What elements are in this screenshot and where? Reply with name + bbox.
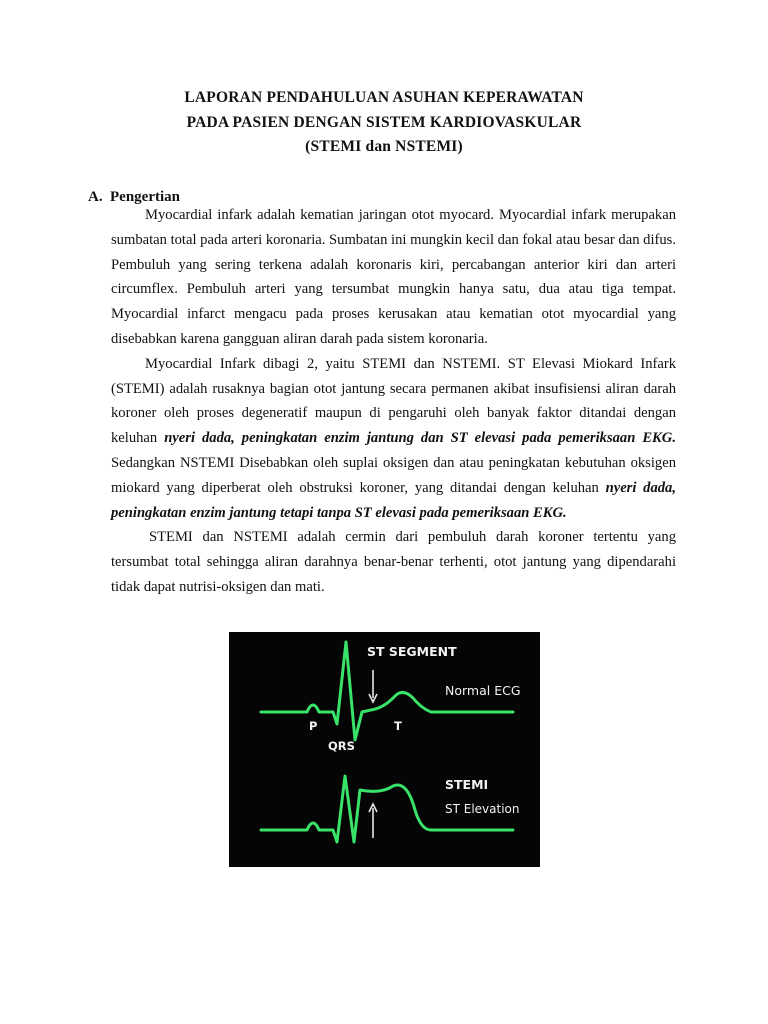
title-line-3: (STEMI dan NSTEMI) bbox=[305, 138, 463, 155]
t-wave-label: T bbox=[394, 719, 402, 733]
paragraph-text: Sedangkan NSTEMI Disebabkan oleh suplai oksigen dan atau peningkatan kebutuhan oksigen miokard yang diperberat oleh obstruksi koroner, yang ditandai dengan keluhan bbox=[111, 454, 676, 496]
st-elevation-label: ST Elevation bbox=[445, 802, 520, 816]
emphasis-nstemi-symptoms: nyeri dada, peningkatan enzim jantung tetapi tanpa ST elevasi pada pemeriksaan EKG. bbox=[111, 479, 676, 521]
ecg-figure bbox=[229, 632, 540, 867]
body-text bbox=[111, 203, 676, 600]
paragraph-definition: Myocardial infark adalah kematian jaringan otot myocard. Myocardial infark merupakan sumbatan total pada arteri koronaria. Sumbatan ini mungkin kecil dan fokal atau besar dan difus. Pembuluh yang sering terkena adalah koronaris kiri, percabangan anterior kiri dan arteri circumflex. Pembuluh arteri yang tersumbat mungkin hanya satu, dua atau tiga tempat. Myocardial infarct mengacu pada proses kerusakan atau kematian otot myocardial yang disebabkan karena gangguan aliran darah pada sistem koronaria. bbox=[111, 207, 676, 347]
section-title: Pengertian bbox=[110, 189, 180, 205]
title-line-2: PADA PASIEN DENGAN SISTEM KARDIOVASKULAR bbox=[186, 113, 582, 131]
document-title bbox=[0, 86, 768, 160]
p-wave-label: P bbox=[309, 719, 318, 733]
st-segment-label: ST SEGMENT bbox=[367, 644, 457, 659]
title-line-1: LAPORAN PENDAHULUAN ASUHAN KEPERAWATAN bbox=[184, 89, 584, 106]
paragraph-stemi-nstemi bbox=[111, 352, 676, 526]
stemi-label: STEMI bbox=[445, 777, 489, 792]
qrs-label: QRS bbox=[328, 739, 355, 753]
emphasis-stemi-symptoms: nyeri dada, peningkatan enzim jantung dan ST elevasi pada pemeriksaan EKG. bbox=[164, 430, 676, 447]
ecg-diagram bbox=[229, 632, 540, 867]
normal-ecg-label: Normal ECG bbox=[445, 683, 521, 698]
paragraph-text: Myocardial Infark dibagi 2, yaitu STEMI dan NSTEMI. ST Elevasi Miokard Infark (STEMI) adalah rusaknya bagian otot jantung secara permanen akibat insufisiensi aliran darah koroner oleh proses degeneratif maupun di pengaruhi oleh banyak faktor ditandai dengan keluhan bbox=[111, 355, 676, 447]
paragraph-mirror: STEMI dan NSTEMI adalah cermin dari pembuluh darah koroner tertentu yang tersumbat total sehingga aliran darahnya benar-benar terhenti, otot jantung yang dipendarahi tidak dapat nutrisi-oksigen dan mati. bbox=[111, 529, 676, 595]
section-number: A. bbox=[88, 189, 103, 205]
